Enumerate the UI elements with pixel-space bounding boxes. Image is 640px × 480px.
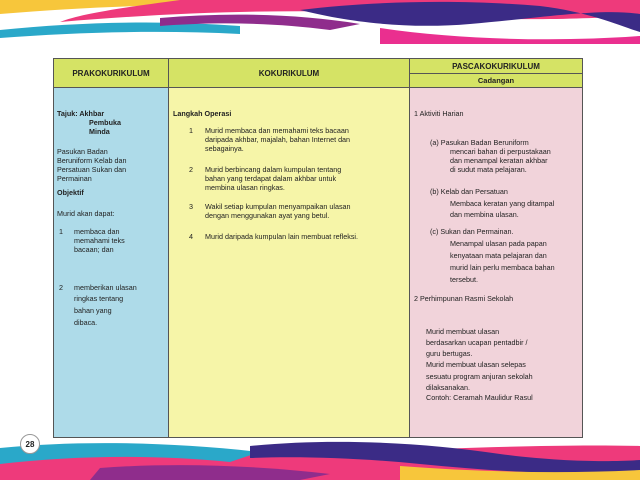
perhimpunan-rasmi: 2 Perhimpunan Rasmi Sekolah xyxy=(414,294,514,303)
tajuk-line-3: Minda xyxy=(89,127,110,136)
item1-line-1: membaca dan xyxy=(74,227,120,236)
pasukan-line-2: Beruniform Kelab dan xyxy=(57,156,127,165)
item-c-line-2: Menampal ulasan pada papan xyxy=(450,239,547,248)
step1-line-1: Murid membaca dan memahami teks bacaan xyxy=(205,126,349,135)
murid-line-1: Murid membuat ulasan xyxy=(426,327,500,336)
step2-line-1: Murid berbincang dalam kumpulan tentang xyxy=(205,165,342,174)
tajuk-line-2: Pembuka xyxy=(89,118,121,127)
objektif-heading: Objektif xyxy=(57,188,84,197)
item1-line-3: bacaan; dan xyxy=(74,245,114,254)
murid-akan-dapat: Murid akan dapat: xyxy=(57,209,115,218)
item1-line-2: memahami teks xyxy=(74,236,125,245)
item-c-line-3: kenyataan mata pelajaran dan xyxy=(450,251,547,260)
item2-number: 2 xyxy=(59,283,63,292)
item-a-line-1: (a) Pasukan Badan Beruniform xyxy=(430,138,529,147)
pasukan-line-1: Pasukan Badan xyxy=(57,147,108,156)
item-b-line-3: dan membina ulasan. xyxy=(450,210,519,219)
item-a-line-4: di sudut mata pelajaran. xyxy=(450,165,527,174)
item2-line-4: dibaca. xyxy=(74,318,98,327)
item-c-line-1: (c) Sukan dan Permainan. xyxy=(430,227,514,236)
kokurikulum-column xyxy=(169,59,410,437)
step4-line-1: Murid daripada kumpulan lain membuat refleksi. xyxy=(205,232,359,241)
step2-number: 2 xyxy=(189,165,193,174)
murid-line-3: guru bertugas. xyxy=(426,349,473,358)
step1-line-2: daripada akhbar, majalah, bahan Internet dan xyxy=(205,135,351,144)
pascakokurikulum-column xyxy=(410,59,582,437)
tajuk-line-1: Tajuk: Akhbar xyxy=(57,109,105,118)
item2-line-1: memberikan ulasan xyxy=(74,283,137,292)
prakokurikulum-column xyxy=(54,59,169,437)
step2-line-2: bahan yang terdapat dalam akhbar untuk xyxy=(205,174,337,183)
item-b-line-2: Membaca keratan yang ditampal xyxy=(450,199,555,208)
kokurikulum-header: KOKURIKULUM xyxy=(169,59,409,88)
item1-number: 1 xyxy=(59,227,63,236)
pasukan-line-3: Persatuan Sukan dan xyxy=(57,165,127,174)
murid-line-7: Contoh: Ceramah Maulidur Rasul xyxy=(426,393,533,402)
pasukan-line-4: Permainan xyxy=(57,174,92,183)
murid-line-6: dilaksanakan. xyxy=(426,383,470,392)
murid-line-2: berdasarkan ucapan pentadbir / xyxy=(426,338,528,347)
item2-line-3: bahan yang xyxy=(74,306,112,315)
aktiviti-harian: 1 Aktiviti Harian xyxy=(414,109,464,118)
curriculum-table xyxy=(53,58,583,438)
item-b-line-1: (b) Kelab dan Persatuan xyxy=(430,187,508,196)
step4-number: 4 xyxy=(189,232,193,241)
murid-line-5: sesuatu program anjuran sekolah xyxy=(426,372,533,381)
murid-line-4: Murid membuat ulasan selepas xyxy=(426,360,526,369)
step3-line-1: Wakil setiap kumpulan menyampaikan ulasan xyxy=(205,202,351,211)
pascakokurikulum-header: PASCAKOKURIKULUM xyxy=(410,59,582,74)
top-decorative-band xyxy=(0,0,640,44)
item-a-line-2: mencari bahan di perpustakaan xyxy=(450,147,551,156)
bottom-decorative-band xyxy=(0,432,640,480)
item-a-line-3: dan menampal keratan akhbar xyxy=(450,156,548,165)
item-c-line-4: murid lain perlu membaca bahan xyxy=(450,263,555,272)
step1-number: 1 xyxy=(189,126,193,135)
item2-line-2: ringkas tentang xyxy=(74,294,124,303)
cadangan-subheader: Cadangan xyxy=(410,74,582,88)
step3-number: 3 xyxy=(189,202,193,211)
page-number: 28 xyxy=(20,434,40,454)
step1-line-3: sebagainya. xyxy=(205,144,244,153)
item-c-line-5: tersebut. xyxy=(450,275,478,284)
langkah-operasi-title: Langkah Operasi xyxy=(173,109,232,118)
step2-line-3: membina ulasan ringkas. xyxy=(205,183,285,192)
step3-line-2: dengan menggunakan ayat yang betul. xyxy=(205,211,330,220)
prakokurikulum-header: PRAKOKURIKULUM xyxy=(54,59,168,88)
